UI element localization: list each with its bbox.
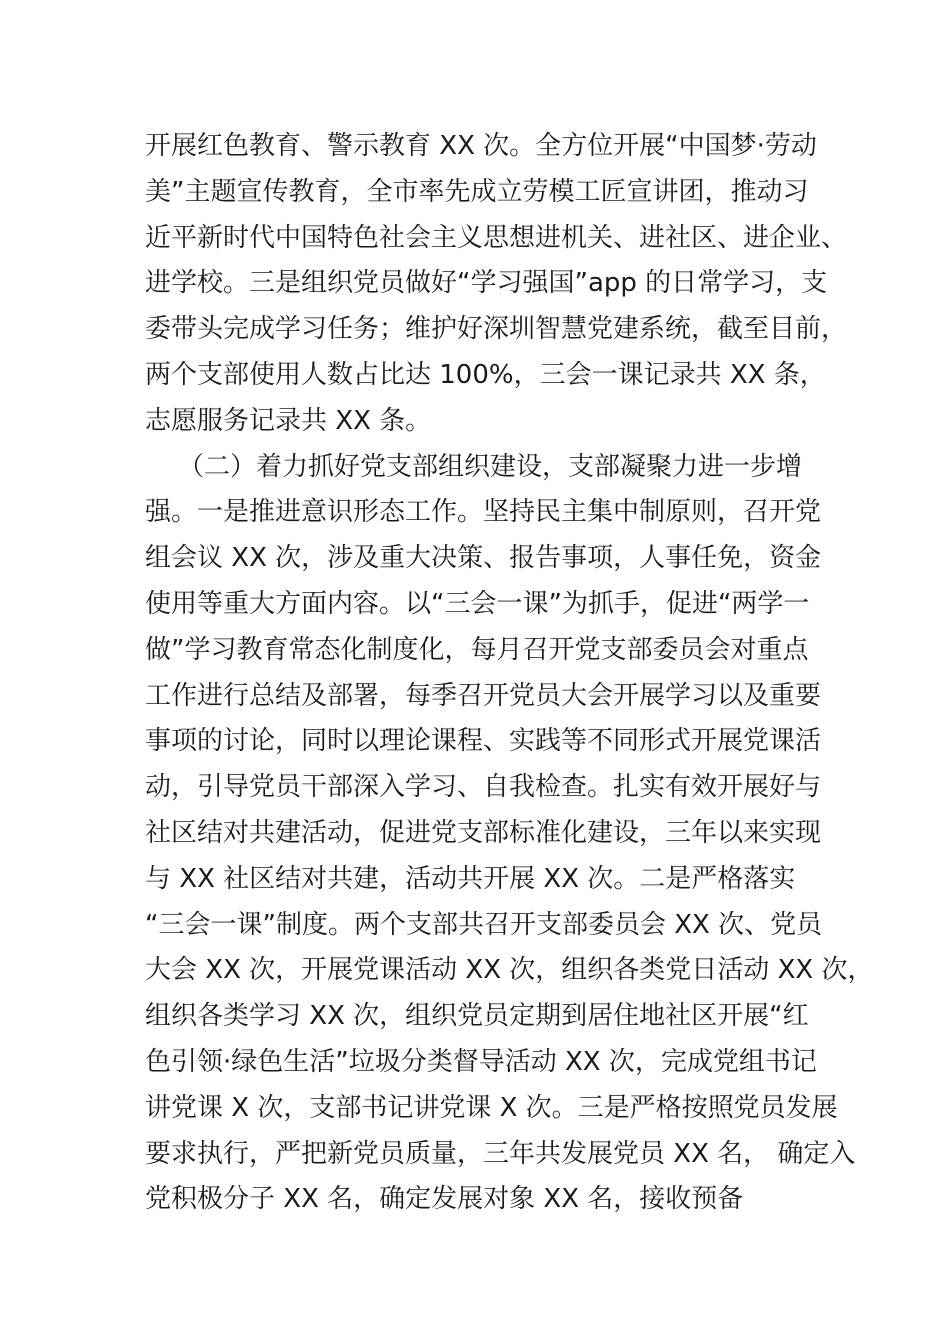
text-line: 动，引导党员干部深入学习、自我检查。扎实有效开展好与	[145, 772, 822, 803]
text-line: 要求执行，严把新党员质量，三年共发展党员 XX 名， 确定入	[145, 1138, 856, 1169]
text-line: 开展红色教育、警示教育 XX 次。全方位开展“中国梦·劳动	[145, 131, 817, 161]
document-body	[145, 124, 874, 1223]
text-line: 党积极分子 XX 名，确定发展对象 XX 名，接收预备	[145, 1184, 744, 1215]
text-line: 事项的讨论，同时以理论课程、实践等不同形式开展党课活	[145, 726, 822, 757]
text-line: 进学校。三是组织党员做好“学习强国”app 的日常学习，支	[145, 268, 828, 299]
text-line: 做”学习教育常态化制度化，每月召开党支部委员会对重点	[145, 634, 809, 665]
text-line: 美”主题宣传教育，全市率先成立劳模工匠宣讲团，推动习	[145, 176, 809, 207]
paragraph-2	[145, 445, 874, 1224]
text-line: “三会一课”制度。两个支部共召开支部委员会 XX 次、党员	[145, 909, 823, 940]
text-line: 讲党课 X 次，支部书记讲党课 X 次。三是严格按照党员发展	[145, 1092, 838, 1123]
text-line: 两个支部使用人数占比达 100%，三会一课记录共 XX 条，	[145, 359, 826, 390]
text-line: 组会议 XX 次，涉及重大决策、报告事项，人事任免，资金	[145, 543, 822, 574]
text-line: 社区结对共建活动，促进党支部标准化建设，三年以来实现	[145, 817, 822, 848]
text-line: 大会 XX 次，开展党课活动 XX 次，组织各类党日活动 XX 次，	[145, 955, 874, 986]
text-line: （二）着力抓好党支部组织建设，支部凝聚力进一步增	[145, 451, 803, 482]
text-line: 志愿服务记录共 XX 条。	[145, 405, 432, 436]
text-line: 使用等重大方面内容。以“三会一课”为抓手，促进“两学一	[145, 588, 810, 619]
text-line: 组织各类学习 XX 次，组织党员定期到居住地社区开展“红	[145, 1001, 809, 1032]
text-line: 委带头完成学习任务；维护好深圳智慧党建系统，截至目前，	[145, 314, 848, 345]
text-line: 色引领·绿色生活”垃圾分类督导活动 XX 次，完成党组书记	[145, 1046, 817, 1077]
paragraph-1	[145, 124, 848, 445]
text-line: 工作进行总结及部署，每季召开党员大会开展学习以及重要	[145, 680, 822, 711]
text-line: 近平新时代中国特色社会主义思想进机关、进社区、进企业、	[145, 222, 848, 253]
text-line: 与 XX 社区结对共建，活动共开展 XX 次。二是严格落实	[145, 863, 796, 894]
text-line: 强。一是推进意识形态工作。坚持民主集中制原则，召开党	[145, 497, 822, 528]
